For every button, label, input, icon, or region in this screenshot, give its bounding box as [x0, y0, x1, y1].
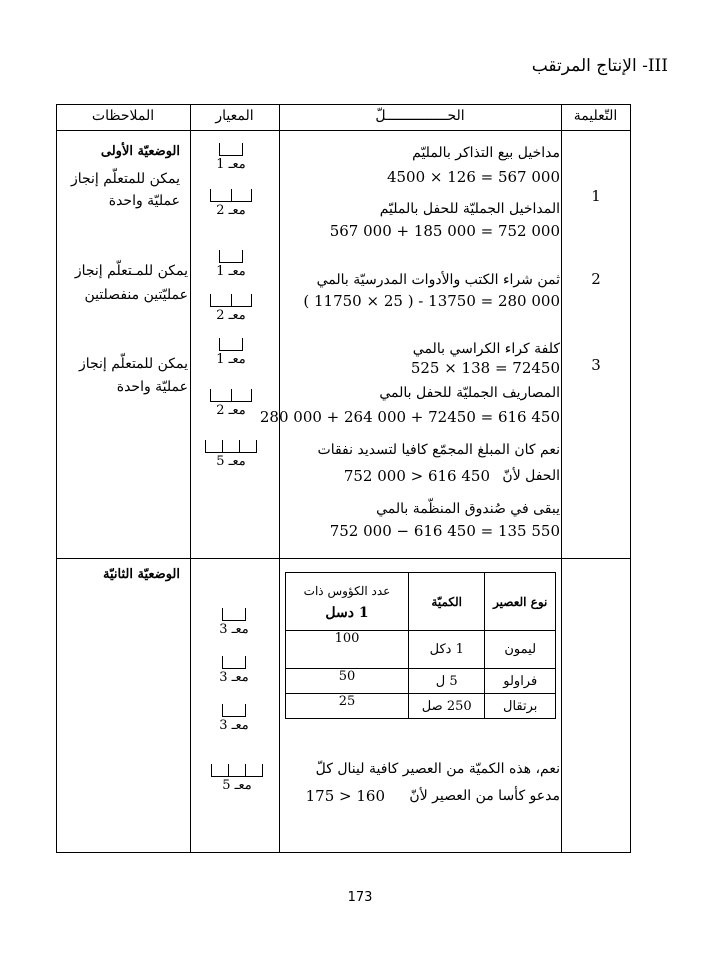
header-notes: الملاحظات [91, 108, 155, 124]
criterion-mark [201, 143, 261, 172]
table-header-cups [286, 573, 409, 631]
criterion-label: معـ 1 [216, 352, 246, 367]
criterion-label: معـ 3 [219, 718, 249, 733]
criterion-mark [204, 608, 264, 637]
solution-line: المداخيل الجمليّة للحفل بالمليّم [379, 201, 560, 217]
table-row [286, 694, 556, 719]
answer-line: مدعو كأسا من العصير لأنّ [409, 788, 560, 804]
page-number: 173 [347, 890, 373, 905]
solution-line: كلفة كراء الكراسي بالمي [412, 341, 560, 357]
criterion-mark [201, 189, 261, 218]
instruction-number: 1 [591, 187, 601, 205]
criterion-mark [204, 704, 264, 733]
table-header-cups-line2: 1 دسل [325, 604, 369, 621]
solution-equation: 752 000 − 616 450 = 135 550 [329, 522, 560, 540]
solution-line: يبقى في صُندوق المنظّمة بالمي [376, 501, 560, 517]
criterion-mark [201, 338, 261, 367]
header-instruction: التّعليمة [573, 108, 618, 124]
situation-title: الوضعيّة الثانيّة [103, 567, 180, 582]
table-header-cups-line1: عدد الكؤوس ذات [303, 583, 391, 598]
solution-equation: ( 11750 × 25 ) - 13750 = 280 000 [303, 292, 560, 310]
table-cell-cups: 100 [286, 631, 409, 669]
criterion-label: معـ 1 [216, 157, 246, 172]
note-line: عمليّتين منفصلتين [84, 287, 188, 303]
solution-equation: 280 000 + 264 000 + 72450 = 616 450 [259, 408, 560, 426]
criterion-label: معـ 2 [216, 308, 246, 323]
criterion-label: معـ 3 [219, 622, 249, 637]
answer-line: نعم، هذه الكميّة من العصير كافية لينال كلّ [315, 761, 560, 777]
solution-line: الحفل لأنّ [502, 468, 560, 484]
situation-title: الوضعيّة الأولى [100, 144, 180, 159]
header-solution: الحـــــــــــــــلّ [375, 108, 465, 124]
criterion-mark [207, 764, 267, 793]
table-cell-qty: 1 دكل [409, 631, 485, 669]
table-header-qty: الكميّة [409, 573, 485, 631]
solution-equation: 567 000 + 185 000 = 752 000 [329, 222, 560, 240]
table-cell-qty: 5 ل [409, 669, 485, 694]
table-header-type: نوع العصير [485, 573, 556, 631]
criterion-label: معـ 2 [216, 203, 246, 218]
criterion-label: معـ 5 [222, 778, 252, 793]
table-cell-cups: 25 [286, 694, 409, 719]
juice-table [285, 572, 556, 719]
section-title: III- الإنتاج المرتقب [531, 56, 668, 76]
criterion-label: معـ 2 [216, 403, 246, 418]
note-line: يمكن للمـتعلّم إنجاز [74, 263, 188, 279]
criterion-mark [201, 440, 261, 469]
table-cell-type: فراولو [485, 669, 556, 694]
note-line: يمكن للمتعلّم إنجاز [78, 356, 188, 372]
criterion-label: معـ 5 [216, 454, 246, 469]
answer-equation: 175 > 160 [305, 787, 385, 805]
table-row [286, 669, 556, 694]
solution-line: ثمن شراء الكتب والأدوات المدرسيّة بالمي [316, 272, 560, 288]
instruction-number: 3 [591, 356, 601, 374]
solution-line: المصاريف الجمليّة للحفل بالمي [379, 385, 560, 401]
table-cell-qty: 250 صل [409, 694, 485, 719]
table-cell-type: برتقال [485, 694, 556, 719]
note-line: عمليّة واحدة [116, 379, 188, 395]
criterion-mark [204, 656, 264, 685]
solution-equation: 4500 × 126 = 567 000 [386, 168, 560, 186]
criterion-label: معـ 1 [216, 264, 246, 279]
note-line: يمكن للمتعلّم إنجاز [70, 171, 180, 187]
solution-line: مداخيل بيع التذاكر بالمليّم [412, 145, 560, 161]
table-row [286, 631, 556, 669]
table-cell-cups: 50 [286, 669, 409, 694]
note-line: عمليّة واحدة [108, 193, 180, 209]
instruction-number: 2 [591, 270, 601, 288]
header-criterion: المعيار [215, 108, 254, 124]
solution-equation: 525 × 138 = 72450 [410, 359, 560, 377]
solution-equation: 752 000 > 616 450 [343, 467, 490, 485]
solution-line: نعم كان المبلغ المجمّع كافيا لتسديد نفقات [317, 442, 560, 458]
criterion-mark [201, 389, 261, 418]
table-cell-type: ليمون [485, 631, 556, 669]
criterion-mark [201, 250, 261, 279]
criterion-mark [201, 294, 261, 323]
criterion-label: معـ 3 [219, 670, 249, 685]
